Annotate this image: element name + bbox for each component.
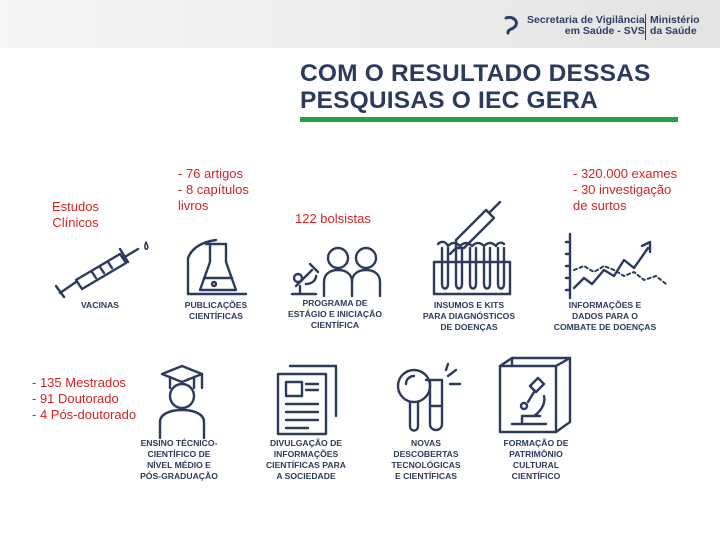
documents-icon xyxy=(270,360,354,440)
caption-line: NÍVEL MÉDIO E xyxy=(147,460,211,470)
note-line: - 4 Pós-doutorado xyxy=(32,407,137,422)
title-line-2: PESQUISAS O IEC GERA xyxy=(300,87,599,114)
caption-line: DESCOBERTAS xyxy=(393,449,459,459)
publicacoes-caption xyxy=(166,300,266,322)
syringe-icon xyxy=(48,236,158,302)
svs-logo-icon xyxy=(502,14,522,36)
graduate-icon xyxy=(152,360,212,440)
caption-line: COMBATE DE DOENÇAS xyxy=(553,322,657,332)
publicacoes-note xyxy=(178,166,249,214)
caption-line: PUBLICAÇÕES xyxy=(184,300,248,310)
divulgacao-caption xyxy=(250,438,362,482)
note-line: - 30 investigação xyxy=(573,182,672,197)
caption-line: DADOS PARA O xyxy=(572,311,638,321)
ministry-line-2: da Saúde xyxy=(650,25,697,37)
caption-line: NOVAS xyxy=(411,438,441,448)
caption-line: TECNOLÓGICAS xyxy=(391,460,461,470)
caption-line: DIVULGAÇÃO DE xyxy=(269,438,343,448)
flask-book-icon xyxy=(176,236,252,300)
ensino-caption xyxy=(124,438,234,482)
brand-line-1: Secretaria de Vigilância xyxy=(527,14,645,26)
vacinas-caption xyxy=(60,300,140,311)
page-title xyxy=(300,60,720,114)
vacinas-note xyxy=(52,199,99,231)
title-underline xyxy=(300,117,678,122)
line-chart-icon xyxy=(562,230,672,302)
caption-line: CIENTÍFICAS xyxy=(189,311,243,321)
test-tubes-pipette-icon xyxy=(426,196,516,298)
patrimonio-caption xyxy=(486,438,586,482)
microscope-box-icon xyxy=(494,356,578,438)
ministry-brand-text xyxy=(650,15,700,37)
caption-line: PROGRAMA DE xyxy=(302,298,368,308)
caption-line: INFORMAÇÕES E xyxy=(568,300,642,310)
microscope-people-icon xyxy=(286,240,382,298)
programa-caption xyxy=(276,298,394,331)
note-line: - 8 capítulos xyxy=(178,182,249,197)
note-line: 122 bolsistas xyxy=(295,211,371,226)
caption-line: VACINAS xyxy=(80,300,120,310)
ensino-note xyxy=(32,375,136,423)
note-line: - 320.000 exames xyxy=(573,166,678,181)
svs-brand-text xyxy=(527,15,645,37)
caption-line: INFORMAÇÕES xyxy=(273,449,339,459)
caption-line: FORMAÇÃO DE xyxy=(503,438,569,448)
informacoes-note xyxy=(573,166,677,214)
caption-line: E CIENTÍFICAS xyxy=(394,471,458,481)
magnifier-tube-icon xyxy=(392,362,472,438)
caption-line: PATRIMÔNIO xyxy=(509,449,563,459)
title-line-1: COM O RESULTADO DESSAS xyxy=(300,60,651,87)
caption-line: CIENTÍFICAS PARA xyxy=(265,460,347,470)
note-line: Clínicos xyxy=(52,215,99,230)
caption-line: PÓS-GRADUAÇÃO xyxy=(140,471,218,481)
note-line: - 76 artigos xyxy=(178,166,244,181)
caption-line: ESTÁGIO E INICIAÇÃO xyxy=(287,309,383,319)
caption-line: A SOCIEDADE xyxy=(276,471,336,481)
caption-line: CIENTÍFICO DE xyxy=(147,449,211,459)
insumos-caption xyxy=(410,300,528,333)
ministry-line-1: Ministério xyxy=(650,14,700,26)
caption-line: DE DOENÇAS xyxy=(440,322,498,332)
note-line: de surtos xyxy=(573,198,627,213)
brand-divider xyxy=(645,14,646,40)
caption-line: CIENTÍFICO xyxy=(511,471,561,481)
note-line: - 91 Doutorado xyxy=(32,391,119,406)
programa-note xyxy=(295,211,371,227)
note-line: - 135 Mestrados xyxy=(32,375,126,390)
caption-line: CIENTÍFICA xyxy=(310,320,360,330)
caption-line: INSUMOS E KITS xyxy=(433,300,505,310)
descobertas-caption xyxy=(380,438,472,482)
note-line: livros xyxy=(178,198,209,213)
caption-line: PARA DIAGNÓSTICOS xyxy=(422,311,516,321)
note-line: Estudos xyxy=(52,199,99,214)
informacoes-caption xyxy=(540,300,670,333)
caption-line: CULTURAL xyxy=(512,460,560,470)
brand-line-2: em Saúde - SVS xyxy=(564,25,645,37)
caption-line: ENSINO TÉCNICO- xyxy=(140,438,218,448)
